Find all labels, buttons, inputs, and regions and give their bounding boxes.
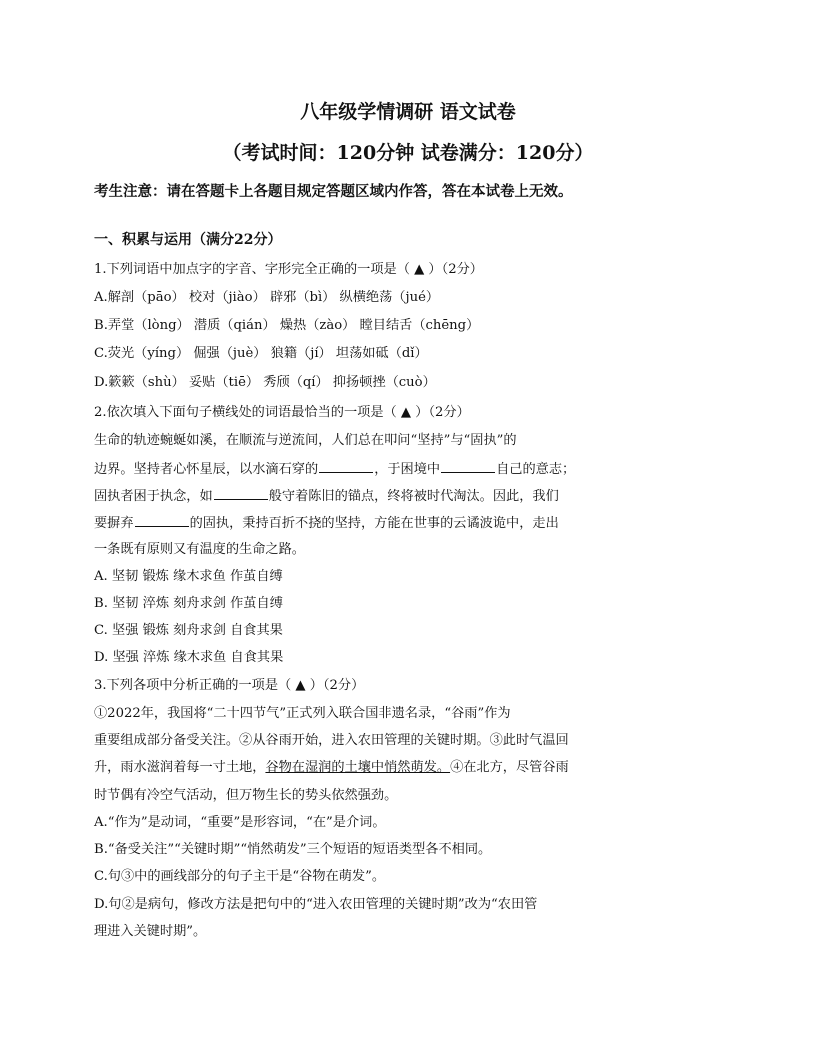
q3-passage-line: 时节偶有冷空气活动，但万物生长的势头依然强劲。 <box>94 788 398 803</box>
q1-stem: 1.下列词语中加点字的字音、字形完全正确的一项是（ ▲ ）（2分） <box>94 262 483 277</box>
fill-blank <box>214 487 268 500</box>
q1-option-d: D.簌簌（shù） 妥贴（tiē） 秀颀（qí） 抑扬顿挫（cuò） <box>94 375 436 390</box>
q3-stem: 3.下列各项中分析正确的一项是（ ▲ ）（2分） <box>94 678 365 693</box>
q3-passage-line: 重要组成部分备受关注。②从谷雨开始，进入农田管理的关键时期。③此时气温回 <box>94 733 569 748</box>
q2-passage-line: 边界。坚持者心怀星辰，以水滴石穿的 ，于困境中 自己的意志； <box>94 462 576 477</box>
q2-stem: 2.依次填入下面句子横线处的词语最恰当的一项是（ ▲ ）（2分） <box>94 405 470 420</box>
fill-blank <box>135 514 189 527</box>
q3-option-d-continued: 理进入关键时期”。 <box>94 924 207 939</box>
section-1-title: 一、积累与运用（满分22分） <box>94 232 282 248</box>
q2-option-b: B. 坚韧 淬炼 刻舟求剑 作茧自缚 <box>94 596 283 611</box>
q1-option-a: A.解剖（pāo） 校对（jiào） 辟邪（bì） 纵横绝荡（jué） <box>94 290 440 305</box>
q2-passage-line: 要摒弃 的固执，秉持百折不挠的坚持，方能在世事的云谲波诡中，走出 <box>94 516 559 531</box>
q1-option-c: C.荧光（yíng） 倔强（juè） 狼籍（jí） 坦荡如砥（dǐ） <box>94 346 428 361</box>
q2-passage-line: 一条既有原则又有温度的生命之路。 <box>94 542 305 557</box>
q2-passage-line: 固执者困于执念，如 般守着陈旧的锚点，终将被时代淘汰。因此，我们 <box>94 489 559 504</box>
exam-title: 八年级学情调研 语文试卷 <box>300 101 516 123</box>
candidate-notice: 考生注意：请在答题卡上各题目规定答题区域内作答，答在本试卷上无效。 <box>94 183 573 200</box>
q3-option-c: C.句③中的画线部分的句子主干是“谷物在萌发”。 <box>94 869 386 884</box>
fill-blank <box>441 460 495 473</box>
q2-passage-line: 生命的轨迹蜿蜒如溪，在顺流与逆流间，人们总在叩问“坚持”与“固执”的 <box>94 433 517 448</box>
q2-option-c: C. 坚强 锻炼 刻舟求剑 自食其果 <box>94 623 283 638</box>
q2-option-d: D. 坚强 淬炼 缘木求鱼 自食其果 <box>94 650 284 665</box>
fill-blank <box>319 460 373 473</box>
underlined-sentence: 谷物在湿润的土壤中悄然萌发。 <box>265 760 451 775</box>
q3-option-b: B.“备受关注”“关键时期”“悄然萌发”三个短语的短语类型各不相同。 <box>94 842 492 857</box>
q1-option-b: B.弄堂（lòng） 潜质（qián） 燥热（zào） 瞠目结舌（chēng） <box>94 318 480 333</box>
q3-option-a: A.“作为”是动词，“重要”是形容词，“在”是介词。 <box>94 815 386 830</box>
q3-passage-line: ①2022年，我国将“二十四节气”正式列入联合国非遗名录，“谷雨”作为 <box>94 706 511 721</box>
q2-option-a: A. 坚韧 锻炼 缘木求鱼 作茧自缚 <box>94 569 283 584</box>
q3-passage-line: 升，雨水滋润着每一寸土地，谷物在湿润的土壤中悄然萌发。④在北方，尽管谷雨 <box>94 760 569 775</box>
q3-option-d: D.句②是病句，修改方法是把句中的“进入农田管理的关键时期”改为“农田管 <box>94 897 538 912</box>
exam-subtitle: （考试时间：120分钟 试卷满分：120分） <box>222 142 594 164</box>
